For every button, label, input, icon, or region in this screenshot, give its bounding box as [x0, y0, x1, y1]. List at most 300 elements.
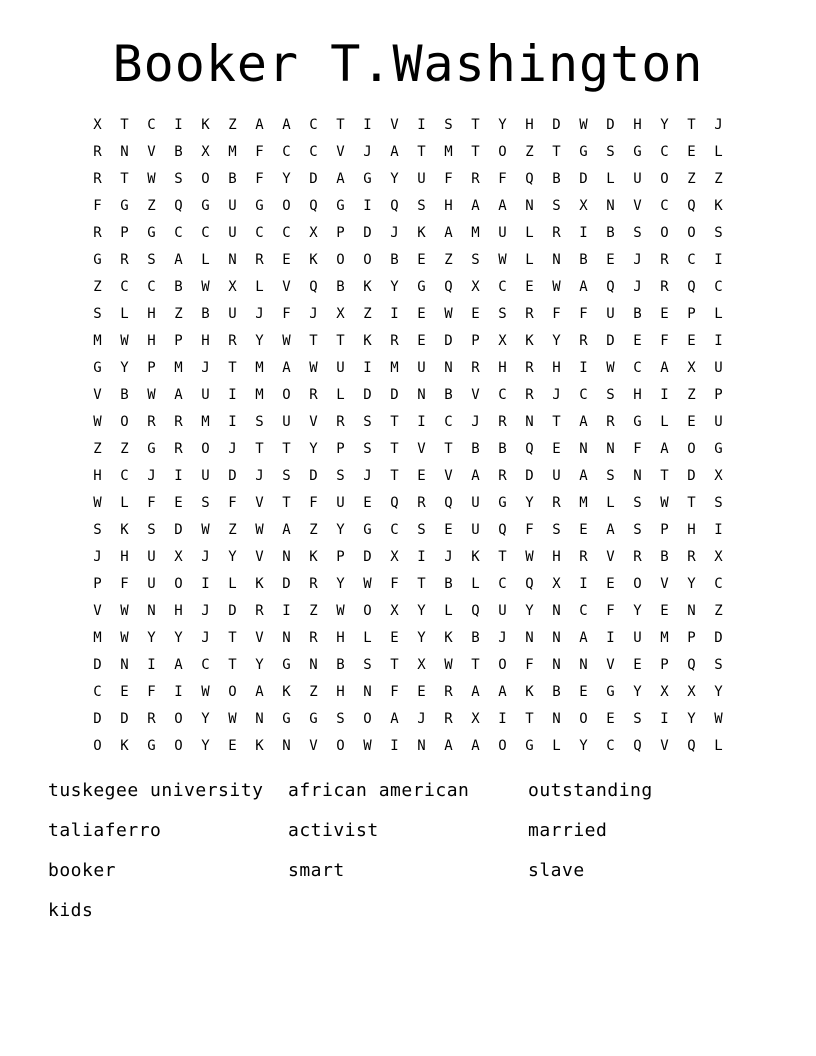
grid-letter: D	[606, 117, 615, 133]
grid-letter: Y	[390, 171, 399, 187]
grid-letter: H	[633, 387, 642, 403]
grid-letter: S	[147, 252, 156, 268]
grid-letter: J	[201, 603, 210, 619]
grid-letter: Y	[417, 630, 426, 646]
grid-letter: E	[417, 306, 426, 322]
grid-letter: C	[498, 387, 507, 403]
grid-letter: F	[120, 576, 129, 592]
grid-letter: A	[579, 468, 588, 484]
page-title: Booker T.Washington	[112, 35, 704, 93]
grid-letter: S	[336, 711, 345, 727]
grid-letter: N	[633, 468, 642, 484]
grid-letter: S	[147, 522, 156, 538]
grid-letter: I	[147, 657, 156, 673]
grid-letter: F	[498, 171, 507, 187]
grid-letter: V	[606, 657, 615, 673]
grid-letter: Z	[228, 117, 237, 133]
grid-letter: I	[201, 576, 210, 592]
grid-letter: C	[282, 225, 291, 241]
grid-letter: Y	[201, 711, 210, 727]
grid-letter: A	[255, 684, 264, 700]
grid-letter: L	[336, 387, 345, 403]
grid-letter: H	[147, 333, 156, 349]
grid-letter: U	[201, 387, 210, 403]
grid-letter: E	[633, 657, 642, 673]
grid-letter: F	[147, 684, 156, 700]
grid-letter: Y	[120, 360, 129, 376]
grid-letter: B	[633, 306, 642, 322]
grid-letter: V	[282, 279, 291, 295]
grid-letter: U	[633, 630, 642, 646]
grid-letter: E	[174, 495, 183, 511]
grid-letter: W	[255, 522, 264, 538]
grid-letter: R	[498, 414, 507, 430]
grid-letter: R	[687, 549, 696, 565]
grid-letter: S	[93, 306, 102, 322]
grid-letter: J	[363, 144, 372, 160]
grid-letter: S	[633, 495, 642, 511]
grid-letter: S	[417, 522, 426, 538]
grid-letter: Y	[552, 333, 561, 349]
grid-letter: C	[120, 468, 129, 484]
grid-letter: E	[363, 495, 372, 511]
grid-letter: B	[552, 684, 561, 700]
grid-letter: T	[687, 495, 696, 511]
grid-letter: W	[201, 684, 210, 700]
grid-letter: X	[228, 279, 237, 295]
grid-letter: G	[498, 495, 507, 511]
grid-letter: I	[660, 711, 669, 727]
grid-letter: A	[174, 252, 183, 268]
grid-letter: K	[309, 252, 318, 268]
word-list-item: african american	[288, 780, 470, 801]
grid-letter: E	[687, 333, 696, 349]
grid-letter: N	[147, 603, 156, 619]
grid-letter: Y	[417, 603, 426, 619]
grid-letter: G	[714, 441, 723, 457]
grid-letter: J	[498, 630, 507, 646]
grid-letter: I	[417, 549, 426, 565]
grid-letter: J	[228, 441, 237, 457]
grid-letter: A	[282, 117, 291, 133]
grid-letter: V	[255, 495, 264, 511]
grid-letter: Q	[309, 279, 318, 295]
grid-letter: B	[336, 657, 345, 673]
grid-letter: Q	[606, 279, 615, 295]
grid-letter: L	[606, 171, 615, 187]
grid-letter: Y	[174, 630, 183, 646]
grid-letter: R	[525, 387, 534, 403]
grid-letter: W	[201, 279, 210, 295]
grid-letter: O	[498, 657, 507, 673]
grid-letter: I	[363, 198, 372, 214]
grid-letter: G	[201, 198, 210, 214]
grid-letter: F	[525, 657, 534, 673]
grid-letter: K	[525, 684, 534, 700]
grid-letter: O	[660, 225, 669, 241]
grid-letter: W	[309, 360, 318, 376]
grid-letter: U	[228, 198, 237, 214]
grid-letter: V	[147, 144, 156, 160]
grid-letter: C	[660, 144, 669, 160]
grid-letter: L	[120, 306, 129, 322]
grid-letter: U	[714, 414, 723, 430]
grid-letter: C	[255, 225, 264, 241]
grid-letter: Z	[120, 441, 129, 457]
grid-letter: I	[579, 576, 588, 592]
grid-letter: X	[174, 549, 183, 565]
grid-letter: D	[228, 468, 237, 484]
grid-letter: L	[120, 495, 129, 511]
grid-letter: O	[174, 576, 183, 592]
grid-letter: I	[363, 360, 372, 376]
grid-letter: S	[714, 495, 723, 511]
grid-letter: R	[660, 252, 669, 268]
grid-letter: D	[309, 468, 318, 484]
word-list-item: smart	[288, 860, 345, 881]
grid-letter: Y	[201, 738, 210, 754]
grid-letter: Q	[444, 279, 453, 295]
grid-letter: R	[633, 549, 642, 565]
grid-letter: J	[633, 279, 642, 295]
grid-letter: P	[714, 387, 723, 403]
grid-letter: U	[228, 225, 237, 241]
grid-letter: T	[282, 441, 291, 457]
grid-letter: B	[444, 387, 453, 403]
grid-letter: G	[147, 738, 156, 754]
grid-letter: B	[336, 279, 345, 295]
grid-letter: Y	[336, 522, 345, 538]
grid-letter: O	[633, 576, 642, 592]
grid-letter: A	[174, 387, 183, 403]
grid-letter: Z	[525, 144, 534, 160]
grid-letter: H	[633, 117, 642, 133]
grid-letter: C	[633, 360, 642, 376]
grid-letter: H	[120, 549, 129, 565]
grid-letter: O	[687, 225, 696, 241]
grid-letter: W	[120, 630, 129, 646]
grid-letter: V	[336, 144, 345, 160]
grid-letter: L	[660, 414, 669, 430]
grid-letter: M	[579, 495, 588, 511]
grid-letter: J	[201, 360, 210, 376]
grid-letter: N	[552, 711, 561, 727]
grid-letter: A	[498, 198, 507, 214]
grid-letter: Q	[687, 279, 696, 295]
grid-letter: G	[363, 522, 372, 538]
grid-letter: V	[660, 576, 669, 592]
grid-letter: T	[336, 333, 345, 349]
grid-letter: Y	[579, 738, 588, 754]
grid-letter: V	[93, 387, 102, 403]
grid-letter: L	[228, 576, 237, 592]
grid-letter: O	[687, 441, 696, 457]
grid-letter: G	[147, 441, 156, 457]
grid-letter: A	[660, 360, 669, 376]
grid-letter: N	[282, 738, 291, 754]
grid-letter: N	[606, 441, 615, 457]
grid-letter: F	[228, 495, 237, 511]
grid-letter: G	[255, 198, 264, 214]
grid-letter: L	[525, 252, 534, 268]
grid-letter: T	[552, 144, 561, 160]
grid-letter: Z	[93, 279, 102, 295]
grid-letter: S	[255, 414, 264, 430]
grid-letter: U	[417, 360, 426, 376]
grid-letter: B	[552, 171, 561, 187]
grid-letter: Z	[714, 603, 723, 619]
grid-letter: S	[282, 468, 291, 484]
grid-letter: U	[471, 522, 480, 538]
word-list-item: tuskegee university	[48, 780, 264, 801]
grid-letter: E	[390, 630, 399, 646]
grid-letter: X	[93, 117, 102, 133]
grid-letter: W	[120, 333, 129, 349]
grid-letter: R	[390, 333, 399, 349]
grid-letter: T	[309, 333, 318, 349]
grid-letter: Y	[714, 684, 723, 700]
grid-letter: Y	[255, 333, 264, 349]
grid-letter: O	[363, 252, 372, 268]
grid-letter: L	[255, 279, 264, 295]
word-list	[48, 778, 768, 938]
grid-letter: S	[174, 171, 183, 187]
grid-letter: R	[525, 360, 534, 376]
grid-letter: E	[606, 576, 615, 592]
grid-letter: O	[363, 603, 372, 619]
grid-letter: K	[363, 333, 372, 349]
grid-letter: Y	[309, 441, 318, 457]
grid-letter: Y	[660, 117, 669, 133]
grid-letter: J	[390, 225, 399, 241]
grid-letter: M	[93, 333, 102, 349]
grid-letter: R	[498, 468, 507, 484]
grid-letter: V	[255, 630, 264, 646]
grid-letter: G	[309, 711, 318, 727]
grid-letter: H	[174, 603, 183, 619]
grid-letter: I	[417, 117, 426, 133]
grid-letter: G	[606, 684, 615, 700]
grid-letter: N	[444, 360, 453, 376]
grid-letter: U	[282, 414, 291, 430]
grid-letter: O	[174, 738, 183, 754]
grid-letter: W	[363, 576, 372, 592]
grid-letter: W	[282, 333, 291, 349]
grid-letter: Y	[633, 603, 642, 619]
grid-letter: Z	[444, 252, 453, 268]
grid-letter: B	[606, 225, 615, 241]
grid-letter: T	[471, 117, 480, 133]
grid-letter: Y	[228, 549, 237, 565]
word-list-item: slave	[528, 860, 585, 881]
grid-letter: I	[498, 711, 507, 727]
grid-letter: X	[336, 306, 345, 322]
grid-letter: R	[336, 414, 345, 430]
grid-letter: R	[255, 252, 264, 268]
grid-letter: B	[201, 306, 210, 322]
grid-letter: V	[255, 549, 264, 565]
grid-letter: L	[444, 603, 453, 619]
grid-letter: F	[255, 144, 264, 160]
grid-letter: O	[174, 711, 183, 727]
grid-letter: Y	[336, 576, 345, 592]
grid-letter: U	[714, 360, 723, 376]
grid-letter: T	[228, 657, 237, 673]
grid-letter: S	[201, 495, 210, 511]
grid-letter: X	[471, 711, 480, 727]
grid-letter: G	[120, 198, 129, 214]
grid-letter: P	[120, 225, 129, 241]
grid-letter: K	[120, 522, 129, 538]
grid-letter: U	[471, 495, 480, 511]
grid-letter: E	[417, 684, 426, 700]
grid-letter: X	[390, 603, 399, 619]
grid-letter: X	[579, 198, 588, 214]
grid-letter: D	[363, 387, 372, 403]
grid-letter: I	[228, 387, 237, 403]
grid-letter: I	[606, 630, 615, 646]
grid-letter: J	[417, 711, 426, 727]
grid-letter: N	[525, 414, 534, 430]
grid-letter: J	[201, 630, 210, 646]
grid-letter: I	[282, 603, 291, 619]
grid-letter: P	[93, 576, 102, 592]
grid-letter: Q	[174, 198, 183, 214]
grid-letter: T	[417, 144, 426, 160]
grid-letter: C	[309, 117, 318, 133]
grid-letter: X	[714, 549, 723, 565]
grid-letter: X	[201, 144, 210, 160]
grid-letter: T	[255, 441, 264, 457]
grid-letter: A	[174, 657, 183, 673]
grid-letter: D	[525, 468, 534, 484]
grid-letter: A	[282, 522, 291, 538]
grid-letter: K	[255, 576, 264, 592]
grid-letter: T	[552, 414, 561, 430]
grid-letter: Z	[309, 684, 318, 700]
grid-letter: I	[390, 738, 399, 754]
grid-letter: Q	[525, 441, 534, 457]
grid-letter: O	[282, 387, 291, 403]
grid-letter: T	[471, 657, 480, 673]
grid-letter: T	[282, 495, 291, 511]
grid-letter: Z	[309, 603, 318, 619]
grid-letter: O	[93, 738, 102, 754]
grid-letter: K	[201, 117, 210, 133]
grid-letter: Y	[282, 171, 291, 187]
grid-letter: F	[93, 198, 102, 214]
grid-letter: M	[255, 360, 264, 376]
grid-letter: X	[471, 279, 480, 295]
grid-letter: W	[201, 522, 210, 538]
grid-letter: W	[228, 711, 237, 727]
grid-letter: R	[228, 333, 237, 349]
grid-letter: D	[390, 387, 399, 403]
grid-letter: G	[147, 225, 156, 241]
grid-letter: A	[282, 360, 291, 376]
grid-letter: E	[606, 711, 615, 727]
grid-letter: C	[390, 522, 399, 538]
grid-letter: M	[201, 414, 210, 430]
grid-letter: F	[444, 171, 453, 187]
grid-letter: W	[579, 117, 588, 133]
grid-letter: S	[363, 441, 372, 457]
grid-letter: S	[552, 522, 561, 538]
grid-letter: G	[417, 279, 426, 295]
grid-letter: I	[390, 306, 399, 322]
grid-letter: S	[633, 522, 642, 538]
grid-letter: Q	[687, 657, 696, 673]
grid-letter: Y	[390, 279, 399, 295]
grid-letter: K	[255, 738, 264, 754]
grid-letter: C	[498, 576, 507, 592]
grid-letter: E	[579, 684, 588, 700]
word-list-item: married	[528, 820, 608, 841]
grid-letter: W	[363, 738, 372, 754]
grid-letter: V	[93, 603, 102, 619]
grid-letter: L	[606, 495, 615, 511]
grid-letter: D	[444, 333, 453, 349]
grid-letter: R	[147, 414, 156, 430]
grid-letter: E	[633, 333, 642, 349]
grid-letter: T	[390, 441, 399, 457]
grid-letter: E	[282, 252, 291, 268]
grid-letter: P	[687, 306, 696, 322]
grid-letter: R	[552, 495, 561, 511]
grid-letter: G	[633, 414, 642, 430]
grid-letter: C	[606, 738, 615, 754]
grid-letter: Z	[147, 198, 156, 214]
grid-letter: B	[174, 279, 183, 295]
grid-letter: Z	[687, 171, 696, 187]
grid-letter: O	[336, 252, 345, 268]
grid-letter: F	[390, 684, 399, 700]
grid-letter: C	[444, 414, 453, 430]
grid-letter: D	[309, 171, 318, 187]
grid-letter: N	[120, 144, 129, 160]
grid-letter: G	[633, 144, 642, 160]
grid-letter: T	[687, 117, 696, 133]
grid-letter: P	[336, 441, 345, 457]
grid-letter: O	[579, 711, 588, 727]
grid-letter: D	[282, 576, 291, 592]
grid-letter: U	[633, 171, 642, 187]
grid-letter: Q	[687, 738, 696, 754]
grid-letter: E	[606, 252, 615, 268]
grid-letter: N	[552, 657, 561, 673]
grid-letter: R	[444, 684, 453, 700]
grid-letter: N	[525, 630, 534, 646]
grid-letter: T	[417, 576, 426, 592]
grid-letter: V	[471, 387, 480, 403]
grid-letter: R	[471, 360, 480, 376]
grid-letter: X	[714, 468, 723, 484]
grid-letter: E	[687, 414, 696, 430]
grid-letter: R	[444, 711, 453, 727]
grid-letter: A	[660, 441, 669, 457]
grid-letter: A	[390, 711, 399, 727]
grid-letter: M	[174, 360, 183, 376]
grid-letter: R	[417, 495, 426, 511]
grid-letter: E	[444, 522, 453, 538]
grid-letter: O	[363, 711, 372, 727]
grid-letter: T	[228, 360, 237, 376]
grid-letter: V	[606, 549, 615, 565]
grid-letter: L	[201, 252, 210, 268]
grid-letter: Q	[525, 576, 534, 592]
grid-letter: D	[687, 468, 696, 484]
grid-letter: M	[471, 225, 480, 241]
